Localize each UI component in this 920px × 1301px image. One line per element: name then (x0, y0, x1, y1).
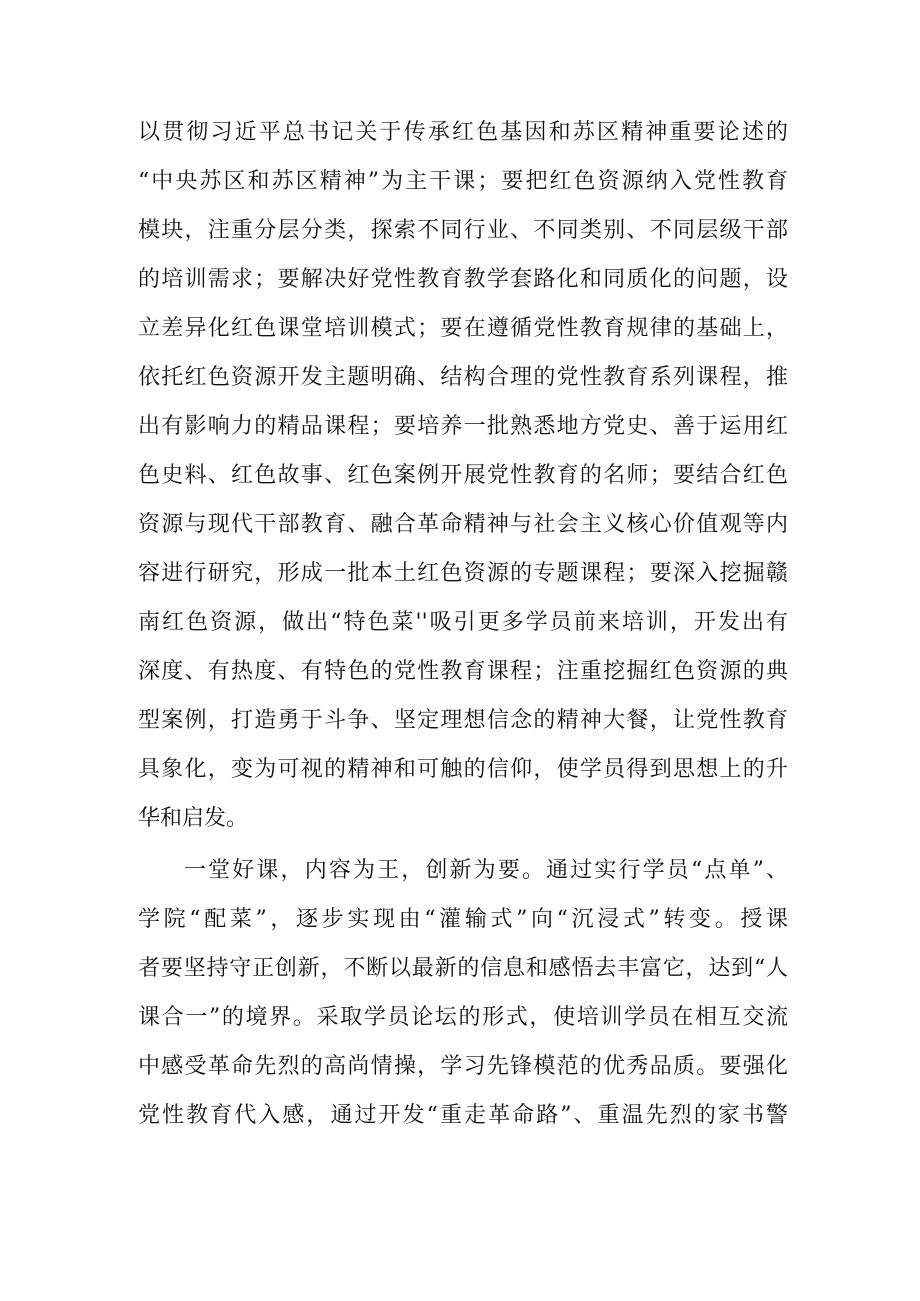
text-line: 以贯彻习近平总书记关于传承红色基因和苏区精神重要论述的 (138, 120, 788, 145)
text-line: 学院“配菜”，逐步实现由“灌输式”向“沉浸式”转变。授课 (138, 907, 788, 932)
paragraph-1 (138, 108, 788, 843)
text-line: 的培训需求；要解决好党性教育教学套路化和同质化的问题，设 (138, 267, 788, 292)
text-line: 课合一”的境界。采取学员论坛的形式，使培训学员在相互交流 (138, 1005, 788, 1030)
text-line: 华和启发。 (138, 806, 249, 831)
text-line: 容进行研究，形成一批本土红色资源的专题课程；要深入挖掘赣 (138, 561, 788, 586)
text-line: 依托红色资源开发主题明确、结构合理的党性教育系列课程，推 (138, 365, 788, 390)
text-line: 模块，注重分层分类，探索不同行业、不同类别、不同层级干部 (138, 218, 788, 243)
paragraph-2 (138, 846, 788, 1140)
text-line: 中感受革命先烈的高尚情操，学习先锋模范的优秀品质。要强化 (138, 1054, 788, 1079)
text-line: 资源与现代干部教育、融合革命精神与社会主义核心价值观等内 (138, 512, 788, 537)
text-line: 型案例，打造勇于斗争、坚定理想信念的精神大餐，让党性教育 (138, 708, 788, 733)
text-line: “中央苏区和苏区精神”为主干课；要把红色资源纳入党性教育 (138, 169, 788, 194)
text-line: 立差异化红色课堂培训模式；要在遵循党性教育规律的基础上， (138, 316, 788, 341)
text-line: 南红色资源，做出“特色菜''吸引更多学员前来培训，开发出有 (138, 610, 788, 635)
text-line: 出有影响力的精品课程；要培养一批熟悉地方党史、善于运用红 (138, 414, 788, 439)
text-line: 党性教育代入感，通过开发“重走革命路”、重温先烈的家书警 (138, 1103, 788, 1128)
text-line: 者要坚持守正创新，不断以最新的信息和感悟去丰富它，达到“人 (138, 956, 788, 981)
text-line: 具象化，变为可视的精神和可触的信仰，使学员得到思想上的升 (138, 757, 788, 782)
text-line: 一堂好课，内容为王，创新为要。通过实行学员“点单”、 (184, 858, 788, 883)
text-line: 深度、有热度、有特色的党性教育课程；注重挖掘红色资源的典 (138, 659, 788, 684)
text-line: 色史料、红色故事、红色案例开展党性教育的名师；要结合红色 (138, 463, 788, 488)
